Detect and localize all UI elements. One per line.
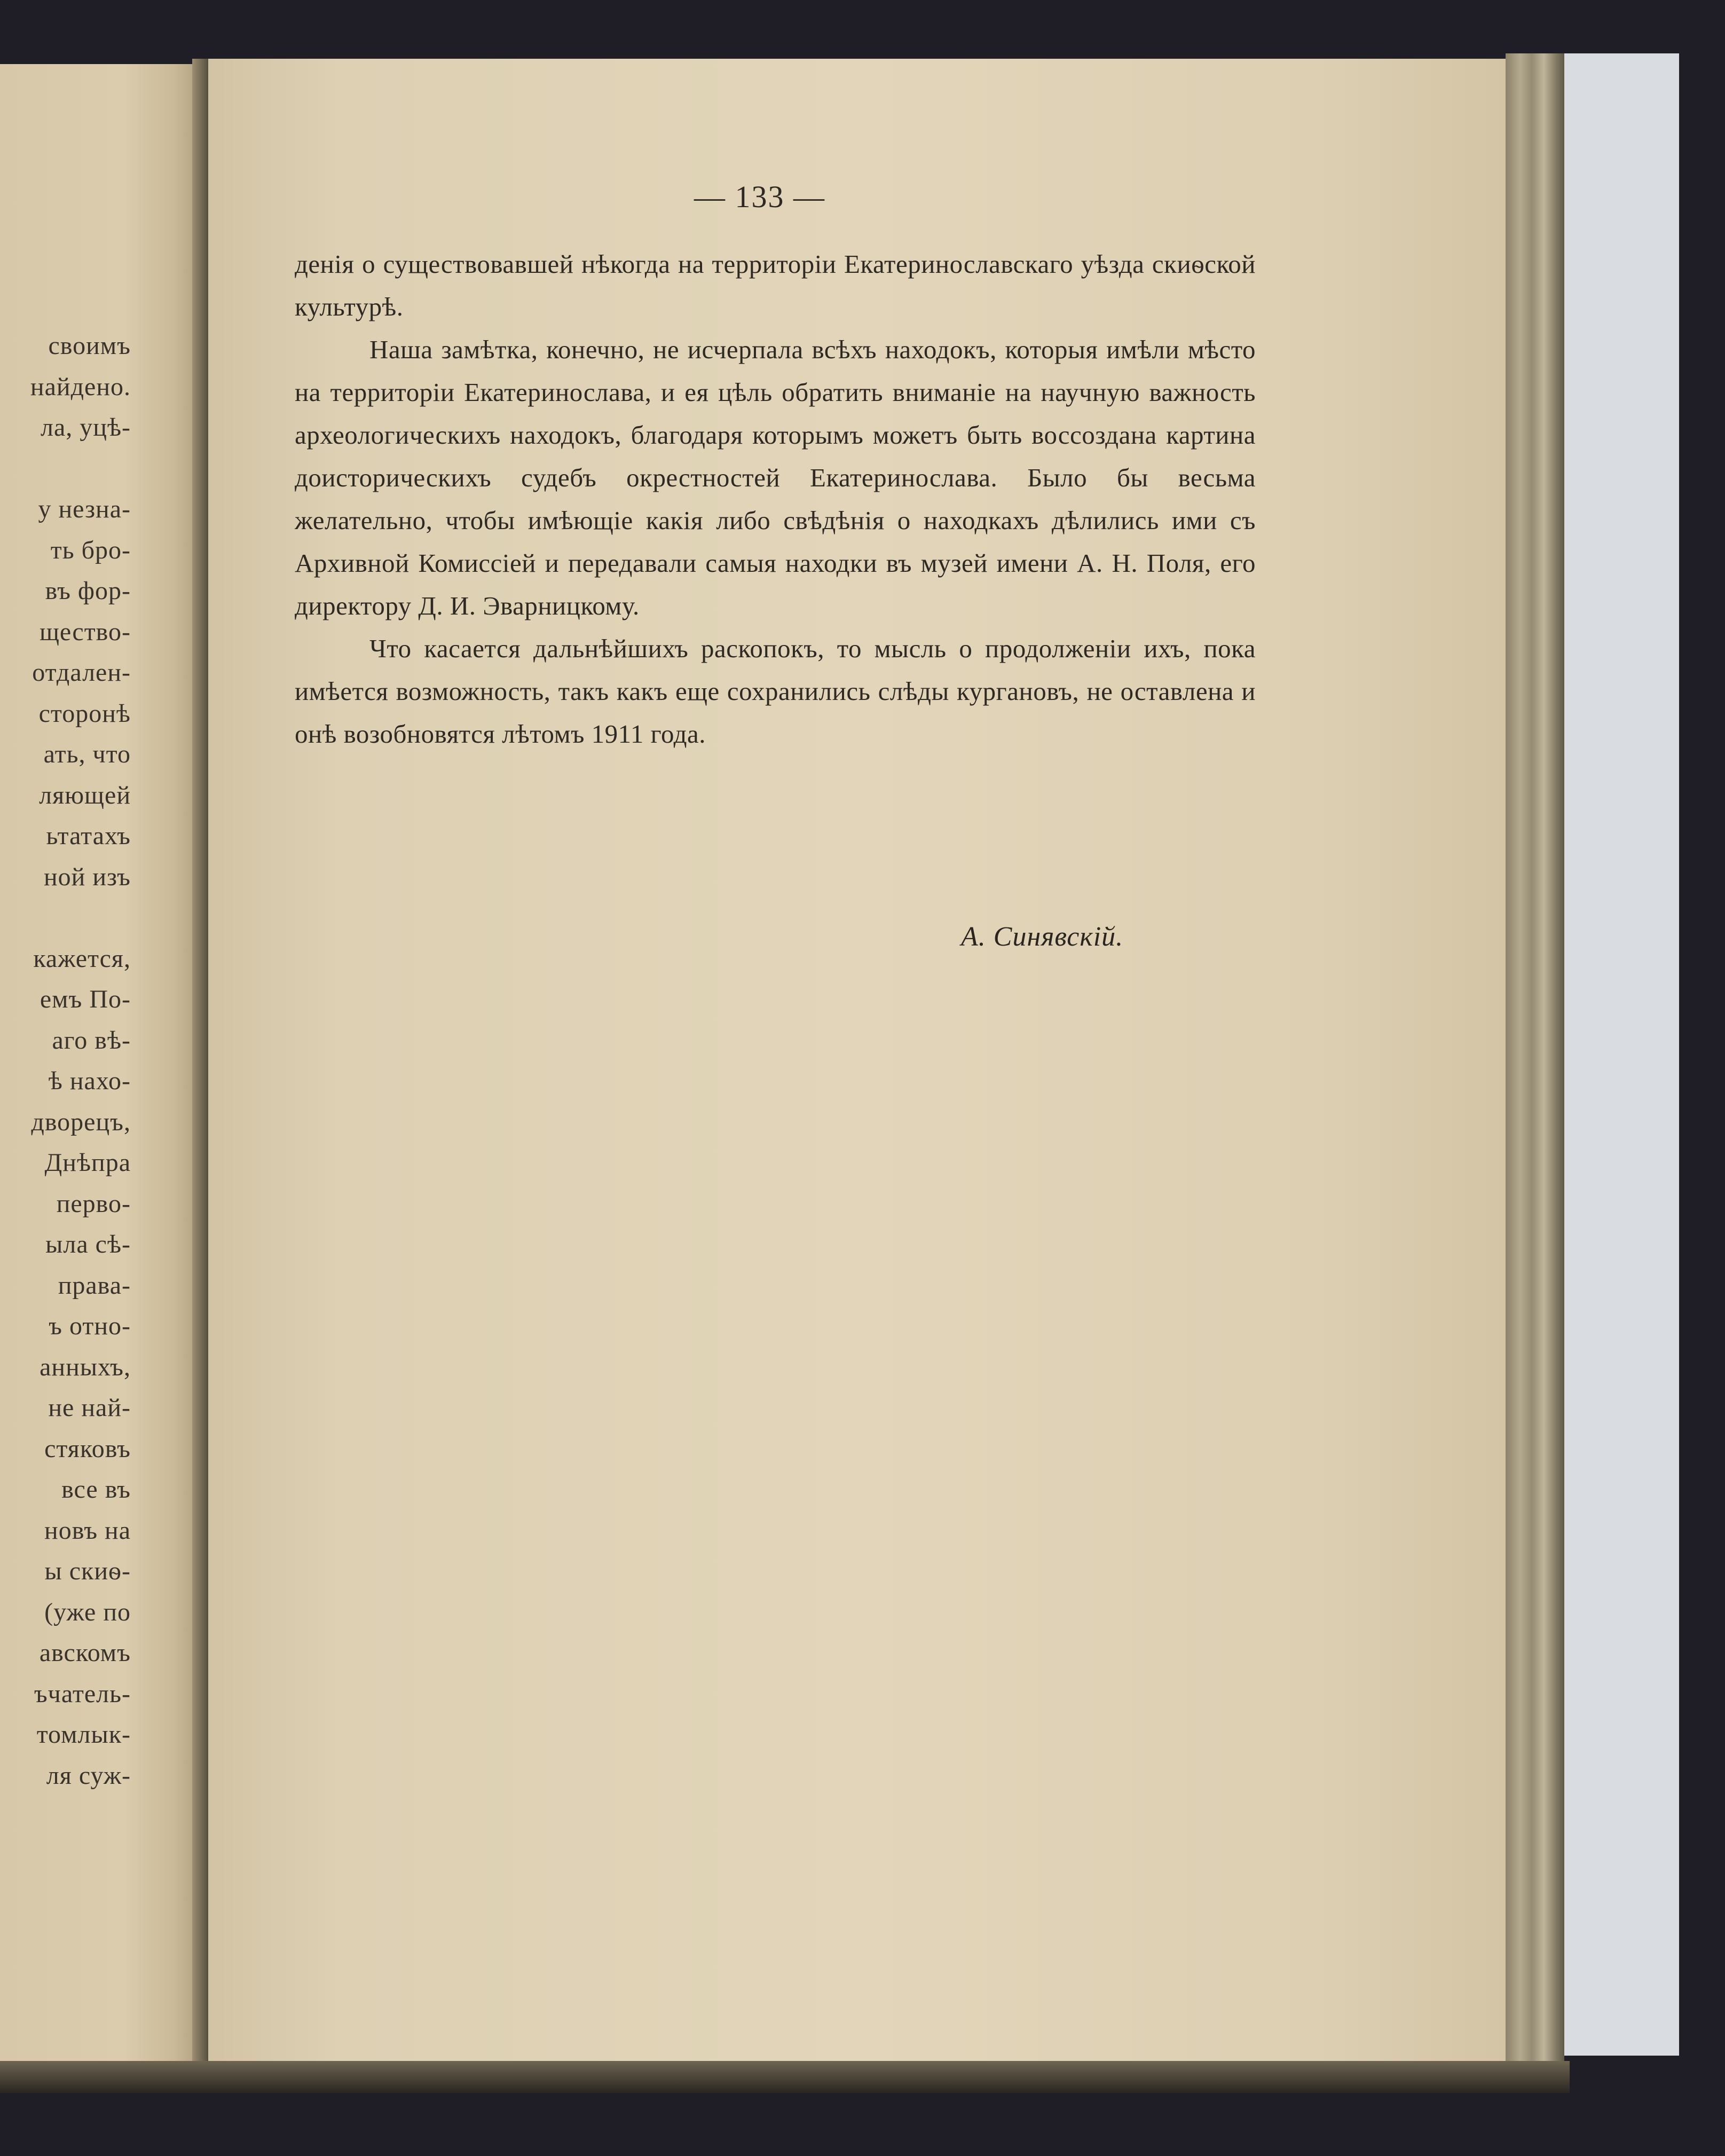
- left-page-line: щество-: [39, 617, 131, 646]
- left-page-line: ыла сѣ-: [45, 1230, 131, 1258]
- left-page: [0, 64, 206, 2082]
- left-page-text: [0, 64, 206, 2082]
- left-page-line: не най-: [48, 1394, 131, 1422]
- left-page-line: ьтатахъ: [46, 822, 131, 850]
- left-page-line: своимъ: [48, 332, 131, 360]
- left-page-line: ать, что: [43, 740, 131, 768]
- left-page-line: новъ на: [44, 1516, 131, 1545]
- page-edges: [1506, 53, 1564, 2066]
- left-page-line: аго вѣ-: [52, 1026, 131, 1055]
- left-page-line: стяковъ: [44, 1434, 131, 1463]
- left-page-line: ла, уцѣ-: [41, 413, 131, 442]
- left-page-line: сторонѣ: [38, 699, 131, 728]
- left-page-line: ля суж-: [46, 1761, 131, 1790]
- left-page-line: перво-: [56, 1189, 131, 1218]
- left-page-line: ной изъ: [43, 862, 131, 891]
- left-page-line: емъ По-: [40, 985, 131, 1013]
- left-page-line: ѣ нахо-: [48, 1067, 131, 1095]
- page-number: — 133 —: [694, 179, 825, 214]
- left-page-line: ть бро-: [50, 536, 131, 564]
- left-page-line: права-: [58, 1271, 131, 1300]
- left-page-line: отдален-: [32, 658, 131, 687]
- left-page-line: авскомъ: [39, 1639, 131, 1667]
- paragraph: Что касается дальнѣйшихъ раскопокъ, то мысль о продолженіи ихъ, пока имѣется возможность, такъ какъ еще сохранились слѣды кургановъ, не оставлена и онѣ возобновятся лѣтомъ 1911 года.: [295, 634, 1256, 749]
- left-page-line: Днѣпра: [44, 1148, 131, 1177]
- left-page-line: ъчатель-: [34, 1679, 131, 1708]
- left-page-line: томлык-: [36, 1720, 131, 1749]
- left-page-line: ы скиѳ-: [44, 1557, 131, 1585]
- paragraph: денія о существовавшей нѣкогда на территоріи Екатеринославскаго уѣзда скиѳской культурѣ.: [295, 249, 1256, 321]
- paragraph: Наша замѣтка, конечно, не исчерпала всѣхъ находокъ, которыя имѣли мѣсто на территоріи Екатеринослава, и ея цѣль обратить вниманіе на научную важность археологическихъ находокъ, благодаря которымъ можетъ быть воссоздана картина доисторическихъ судебъ окрестностей Екатеринослава. Было бы весьма желательно, чтобы имѣющіе какія либо свѣдѣнія о находкахъ дѣлились ими съ Архивной Комиссіей и передавали самыя находки въ музей имени А. Н. Поля, его директору Д. И. Эварницкому.: [295, 335, 1256, 620]
- left-page-line: ляющей: [39, 781, 131, 809]
- bottom-shadow: [0, 2061, 1570, 2093]
- left-page-line: найдено.: [30, 372, 131, 401]
- left-page-line: все въ: [61, 1475, 131, 1504]
- left-page-line: кажется,: [33, 944, 131, 973]
- left-page-line: у незна-: [38, 495, 131, 523]
- scanner-board: [1546, 53, 1679, 2056]
- left-page-line: ъ отно-: [49, 1312, 131, 1340]
- author-signature: А. Синявскій.: [961, 922, 1124, 952]
- left-page-line: (уже по: [44, 1598, 131, 1626]
- left-page-line: анныхъ,: [40, 1352, 131, 1381]
- left-page-line: въ фор-: [45, 577, 131, 605]
- body-text: [295, 243, 1256, 756]
- left-page-line: дворецъ,: [31, 1107, 131, 1136]
